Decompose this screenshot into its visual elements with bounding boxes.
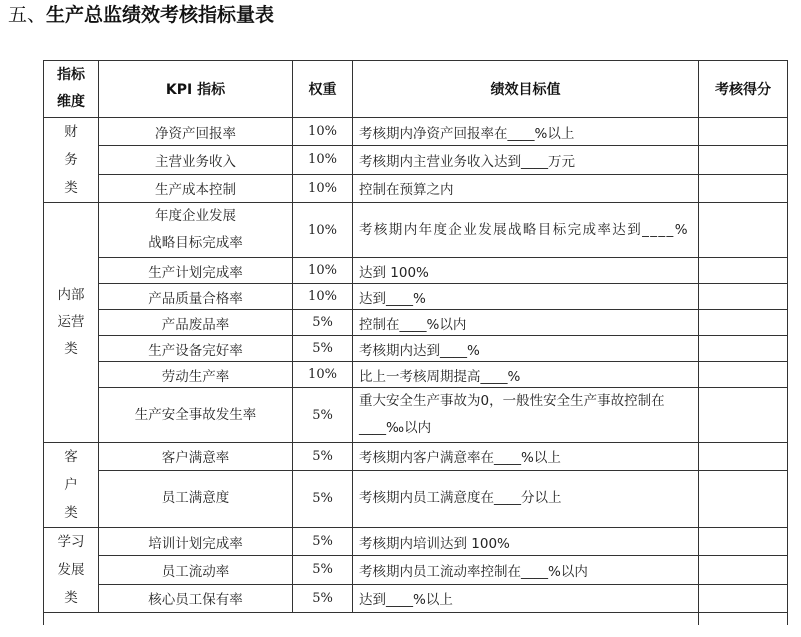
score-cell[interactable] (699, 584, 788, 612)
score-cell[interactable] (699, 284, 788, 310)
target-cell: 考核期内培训达到 100% (353, 528, 699, 556)
weight-cell: 10% (293, 146, 353, 174)
table-row (44, 528, 788, 556)
kpi-cell: 员工流动率 (99, 556, 293, 584)
header-row (44, 61, 788, 118)
target-cell: 考核期内主营业务收入达到____万元 (353, 146, 699, 174)
score-cell[interactable] (699, 443, 788, 471)
score-cell[interactable] (699, 258, 788, 284)
kpi-cell: 主营业务收入 (99, 146, 293, 174)
score-cell[interactable] (699, 146, 788, 174)
kpi-cell: 客户满意率 (99, 443, 293, 471)
table-row (44, 258, 788, 284)
table-row (44, 336, 788, 362)
target-cell: 考核期内客户满意率在____%以上 (353, 443, 699, 471)
kpi-cell: 员工满意度 (99, 470, 293, 527)
dimension-operations: 内部 运营 类 (44, 203, 99, 443)
table-row (44, 470, 788, 527)
header-score: 考核得分 (699, 61, 788, 118)
weight-cell: 5% (293, 584, 353, 612)
kpi-cell: 生产成本控制 (99, 174, 293, 202)
weight-cell: 5% (293, 470, 353, 527)
weight-cell: 5% (293, 388, 353, 443)
table-row (44, 310, 788, 336)
table-row (44, 146, 788, 174)
weight-cell: 10% (293, 118, 353, 146)
weight-cell: 5% (293, 336, 353, 362)
score-cell[interactable] (699, 556, 788, 584)
weight-cell: 10% (293, 362, 353, 388)
table-row (44, 584, 788, 612)
kpi-cell: 产品质量合格率 (99, 284, 293, 310)
target-cell: 考核期内达到____% (353, 336, 699, 362)
header-weight: 权重 (293, 61, 353, 118)
weight-cell: 10% (293, 284, 353, 310)
target-cell: 达到 100% (353, 258, 699, 284)
kpi-cell: 年度企业发展 战略目标完成率 (99, 203, 293, 258)
table-row (44, 203, 788, 258)
kpi-cell: 培训计划完成率 (99, 528, 293, 556)
dimension-finance: 财 务 类 (44, 118, 99, 203)
table-row (44, 388, 788, 443)
table-title: 生产总监绩效考核指标量表 (46, 4, 275, 26)
score-cell[interactable] (699, 310, 788, 336)
weight-cell: 5% (293, 310, 353, 336)
table-row (44, 362, 788, 388)
target-cell: 考核期内净资产回报率在____%以上 (353, 118, 699, 146)
kpi-table (43, 60, 788, 625)
kpi-cell: 劳动生产率 (99, 362, 293, 388)
kpi-cell: 生产计划完成率 (99, 258, 293, 284)
weight-cell: 5% (293, 443, 353, 471)
kpi-cell: 净资产回报率 (99, 118, 293, 146)
header-target: 绩效目标值 (353, 61, 699, 118)
table-row-continuation (44, 613, 788, 626)
score-cell[interactable] (699, 388, 788, 443)
section-number: 五、 (8, 4, 47, 26)
table-row (44, 556, 788, 584)
kpi-cell: 产品废品率 (99, 310, 293, 336)
dimension-customer: 客 户 类 (44, 443, 99, 528)
score-cell[interactable] (699, 118, 788, 146)
target-cell: 控制在预算之内 (353, 174, 699, 202)
target-cell: 重大安全生产事故为0，一般性安全生产事故控制在____‰以内 (353, 388, 699, 443)
header-dimension: 指标 维度 (44, 61, 99, 118)
kpi-cell: 生产安全事故发生率 (99, 388, 293, 443)
weight-cell: 10% (293, 258, 353, 284)
target-cell: 比上一考核周期提高____% (353, 362, 699, 388)
score-cell[interactable] (699, 336, 788, 362)
section-title (8, 2, 274, 28)
header-kpi: KPI 指标 (99, 61, 293, 118)
weight-cell: 10% (293, 174, 353, 202)
target-cell: 考核期内员工满意度在____分以上 (353, 470, 699, 527)
target-cell: 达到____%以上 (353, 584, 699, 612)
table-row (44, 443, 788, 471)
weight-cell: 10% (293, 203, 353, 258)
target-cell: 达到____% (353, 284, 699, 310)
score-cell[interactable] (699, 528, 788, 556)
kpi-cell: 生产设备完好率 (99, 336, 293, 362)
table-row (44, 118, 788, 146)
kpi-cell: 核心员工保有率 (99, 584, 293, 612)
weight-cell: 5% (293, 556, 353, 584)
weight-cell: 5% (293, 528, 353, 556)
target-cell: 考核期内年度企业发展战略目标完成率达到____% (353, 203, 699, 258)
score-cell[interactable] (699, 174, 788, 202)
target-cell: 控制在____%以内 (353, 310, 699, 336)
score-cell[interactable] (699, 470, 788, 527)
score-cell[interactable] (699, 362, 788, 388)
table-row (44, 174, 788, 202)
target-cell: 考核期内员工流动率控制在____%以内 (353, 556, 699, 584)
table-row (44, 284, 788, 310)
dimension-learning: 学习 发展 类 (44, 528, 99, 613)
score-cell[interactable] (699, 203, 788, 258)
